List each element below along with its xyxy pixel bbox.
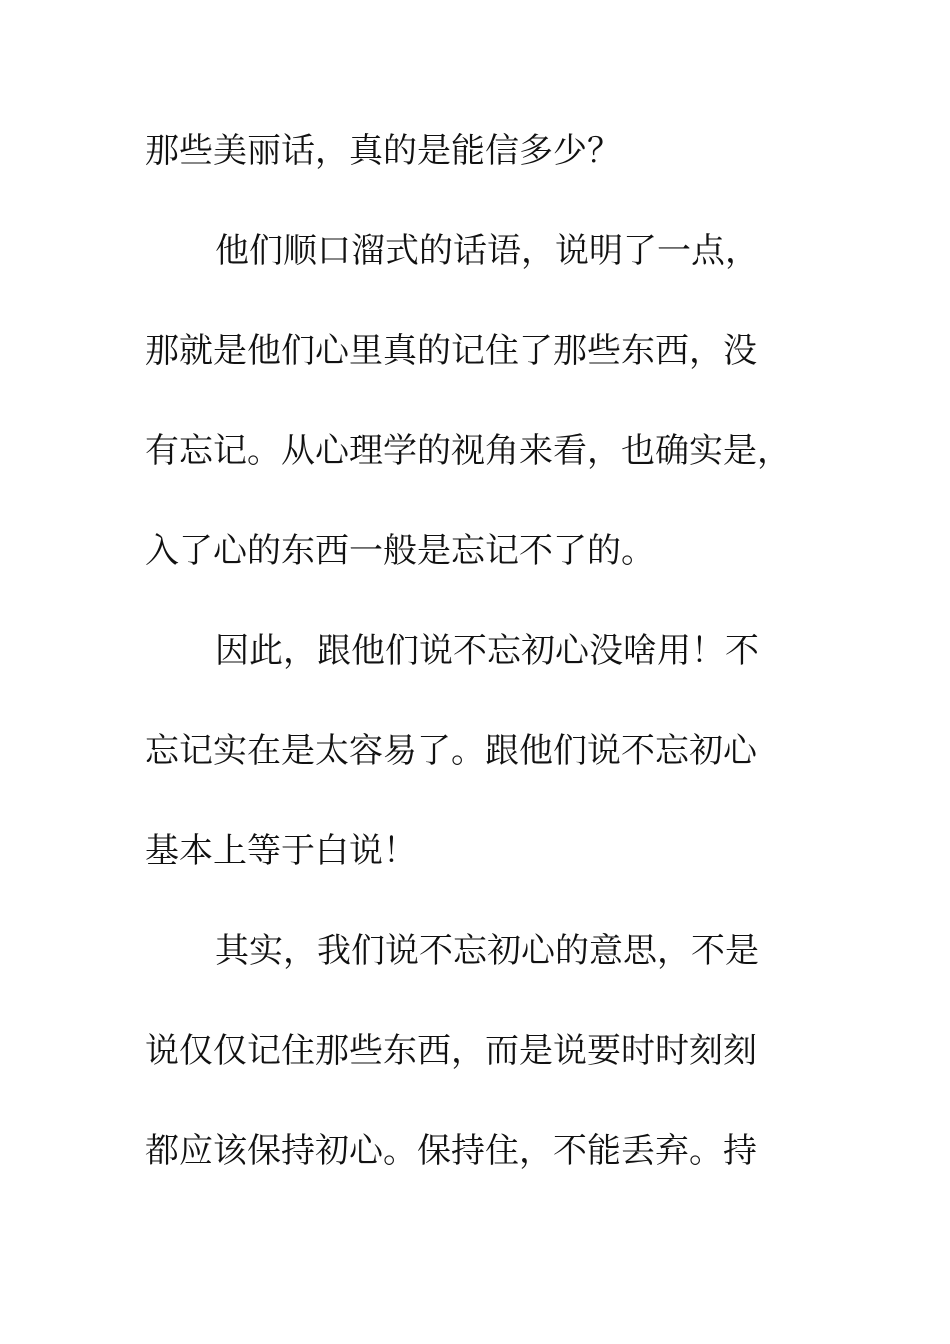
text-line: 说仅仅记住那些东西，而是说要时时刻刻 [145, 1031, 757, 1071]
text-line: 他们顺口溜式的话语，说明了一点， [215, 231, 759, 271]
text-line: 忘记实在是太容易了。跟他们说不忘初心 [145, 731, 757, 771]
text-line: 基本上等于白说！ [145, 831, 417, 871]
text-line: 那些美丽话，真的是能信多少？ [145, 131, 621, 171]
text-line: 因此，跟他们说不忘初心没啥用！不 [215, 631, 759, 671]
text-line: 那就是他们心里真的记住了那些东西，没 [145, 331, 757, 371]
text-line: 其实，我们说不忘初心的意思，不是 [215, 931, 759, 971]
text-line: 有忘记。从心理学的视角来看，也确实是， [145, 431, 791, 471]
text-line: 都应该保持初心。保持住，不能丢弃。持 [145, 1131, 757, 1171]
text-line: 入了心的东西一般是忘记不了的。 [145, 531, 655, 571]
